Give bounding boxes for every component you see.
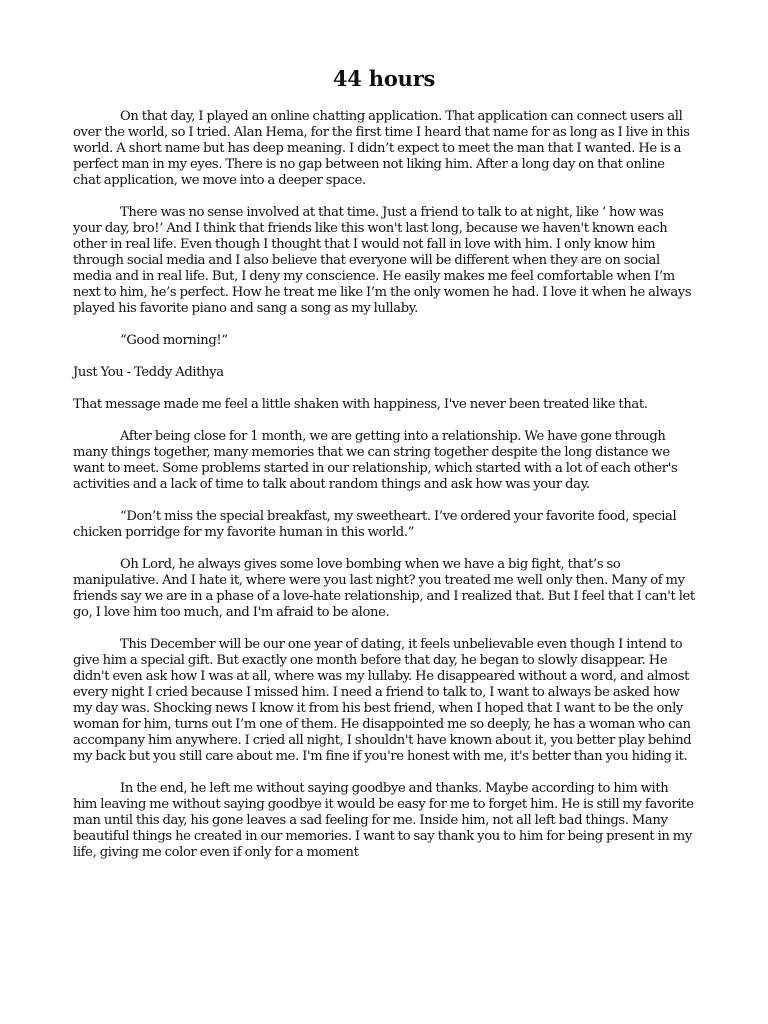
paragraph-5: That message made me feel a little shaken with happiness, I've never been treated like that. xyxy=(73,397,648,412)
paragraph-7: “Don’t miss the special breakfast, my sweetheart. I’ve ordered your favorite food, special chicken porridge for my favorite human in this world.” xyxy=(73,509,677,540)
paragraph-9: This December will be our one year of dating, it feels unbelievable even though I intend to give him a special gift. But exactly one month before that day, he began to slowly disappear. He didn't even ask how I was at all, where was my lullaby. He disappeared without a word, and almost every night I cried because I missed him. I need a friend to talk to, I want to always be asked how my day was. Shocking news I know it from his best friend, when I hoped that I want to be the only woman for him, turns out I’m one of them. He disappointed me so deeply, he has a woman who can accompany him anywhere. I cried all night, I shouldn't have known about it, you better play behind my back but you still care about me. I'm fine if you're honest with me, it's better than you hiding it. xyxy=(73,637,692,764)
paragraph-4: Just You - Teddy Adithya xyxy=(73,365,224,380)
paragraph-8: Oh Lord, he always gives some love bombing when we have a big fight, that’s so manipulative. And I hate it, where were you last night? you treated me well only then. Many of my friends say we are in a phase of a love-hate relationship, and I realized that. But I feel that I can't let go, I love him too much, and I'm afraid to be alone. xyxy=(73,557,695,620)
document-title: 44 hours xyxy=(332,66,436,91)
paragraph-2: There was no sense involved at that time. Just a friend to talk to at night, like ‘ how was your day, bro!’ And I think that friends like this won't last long, because we haven't known each other in real life. Even though I thought that I would not fall in love with him. I only know him through social media and I also believe that everyone will be different when they are on social media and in real life. But, I deny my conscience. He easily makes me feel comfortable when I’m next to him, he’s perfect. How he treat me like I’m the only women he had. I love it when he always played his favorite piano and sang a song as my lullaby. xyxy=(73,205,692,316)
paragraph-1: On that day, I played an online chatting application. That application can connect users all over the world, so I tried. Alan Hema, for the first time I heard that name for as long as I live in this world. A short name but has deep meaning. I didn’t expect to meet the man that I wanted. He is a perfect man in my eyes. There is no gap between not liking him. After a long day on that online chat application, we move into a deeper space. xyxy=(73,109,690,188)
paragraph-3: “Good morning!” xyxy=(120,333,228,348)
paragraph-10: In the end, he left me without saying goodbye and thanks. Maybe according to him with him leaving me without saying goodbye it would be easy for me to forget him. He is still my favorite man until this day, his gone leaves a sad feeling for me. Inside him, not all left bad things. Many beautiful things he created in our memories. I want to say thank you to him for being present in my life, giving me color even if only for a moment xyxy=(73,781,694,860)
paragraph-6: After being close for 1 month, we are getting into a relationship. We have gone through many things together, many memories that we can string together despite the long distance we want to meet. Some problems started in our relationship, which started with a lot of each other's activities and a lack of time to talk about random things and ask how was your day. xyxy=(73,429,678,492)
